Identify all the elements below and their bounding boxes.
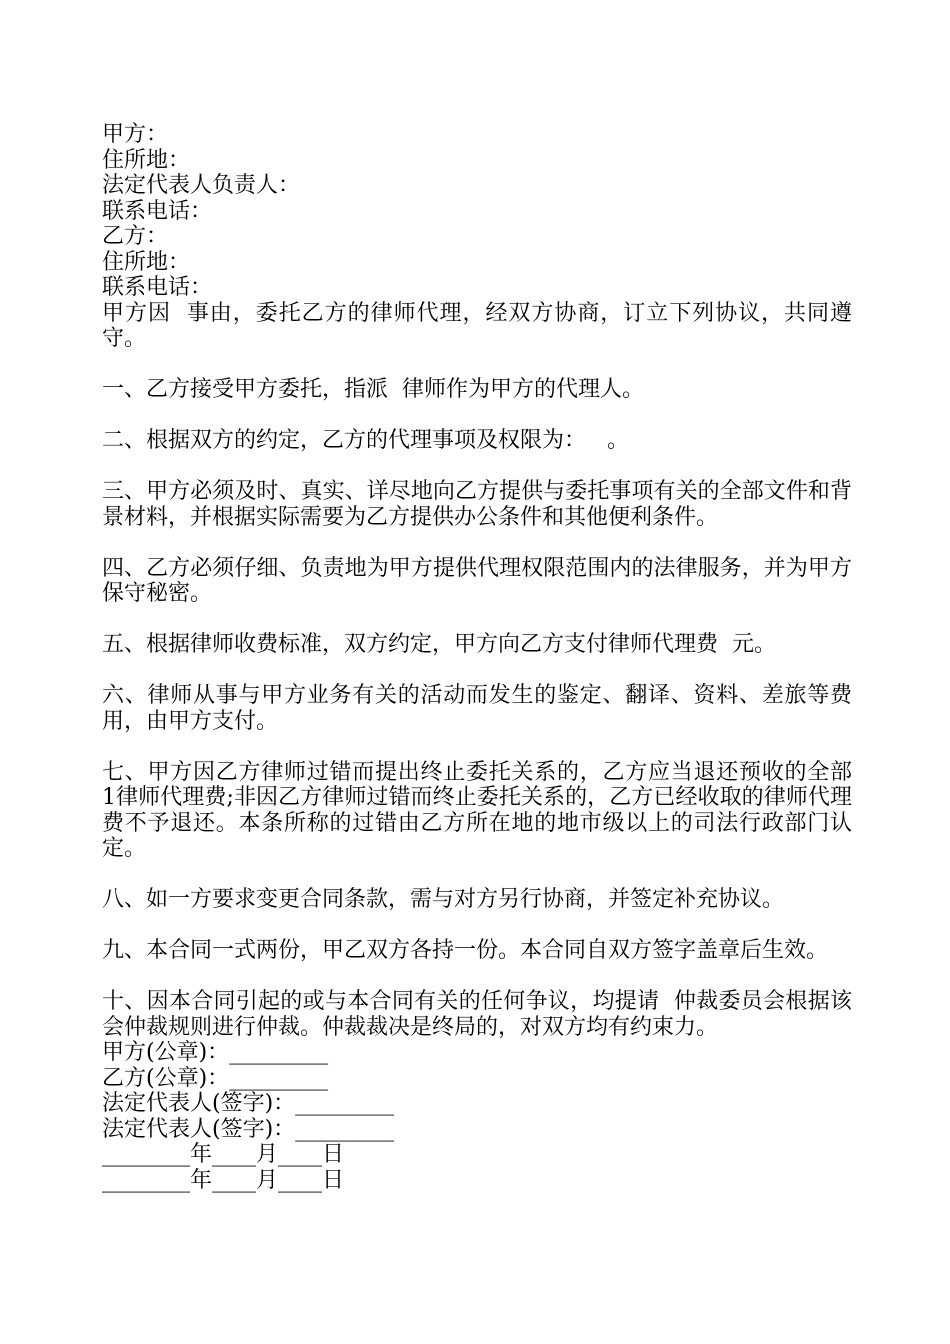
- party-b-signature-line: 法定代表人(签字)：_________: [102, 1116, 395, 1142]
- party-a-label: 甲方：: [102, 122, 169, 147]
- intro-paragraph: 甲方因 事由，委托乙方的律师代理，经双方协商，订立下列协议，共同遵守。: [102, 300, 852, 351]
- party-b-label: 乙方：: [102, 224, 169, 249]
- party-b-phone-label: 联系电话：: [102, 275, 213, 300]
- clause-8: 八、如一方要求变更合同条款，需与对方另行协商，并签定补充协议。: [102, 887, 785, 912]
- clause-2: 二、根据双方的约定，乙方的代理事项及权限为： 。: [102, 428, 629, 453]
- clause-6: 六、律师从事与甲方业务有关的活动而发生的鉴定、翻译、资料、差旅等费用，由甲方支付。: [102, 683, 852, 734]
- clause-5: 五、根据律师收费标准，双方约定，甲方向乙方支付律师代理费 元。: [102, 632, 776, 657]
- party-a-address-label: 住所地：: [102, 147, 191, 173]
- clause-9: 九、本合同一式两份，甲乙双方各持一份。本合同自双方签字盖章后生效。: [102, 938, 829, 963]
- clause-7: 七、甲方因乙方律师过错而提出终止委托关系的，乙方应当退还预收的全部 1律师代理费;非因乙方律师过错而终止委托关系的，乙方已经收取的律师代理费不予退还。本条所称的过错由乙方所在地的地市级以上的司法行政部门认定。: [102, 759, 866, 861]
- clause-1: 一、乙方接受甲方委托，指派 律师作为甲方的代理人。: [102, 377, 644, 402]
- contract-page: [102, 122, 866, 1193]
- clause-10: 十、因本合同引起的或与本合同有关的任何争议，均提请 仲裁委员会根据该会仲裁规则进行仲裁。仲裁裁决是终局的，对双方均有约束力。: [102, 989, 852, 1040]
- party-a-date-line: ________年____月____日: [102, 1142, 345, 1167]
- party-a-representative-label: 法定代表人负责人：: [102, 173, 301, 198]
- party-b-date-line: ________年____月____日: [102, 1167, 345, 1193]
- clause-4: 四、乙方必须仔细、负责地为甲方提供代理权限范围内的法律服务，并为甲方保守秘密。: [102, 555, 852, 606]
- party-a-phone-label: 联系电话：: [102, 198, 213, 224]
- party-info: [102, 122, 852, 301]
- party-a-seal-line: 甲方(公章)：_________: [102, 1040, 329, 1065]
- party-b-seal-line: 乙方(公章)：_________: [102, 1065, 329, 1091]
- signature-block: [102, 1040, 852, 1193]
- clause-3: 三、甲方必须及时、真实、详尽地向乙方提供与委托事项有关的全部文件和背景材料，并根据实际需要为乙方提供办公条件和其他便利条件。: [102, 479, 852, 530]
- party-b-address-label: 住所地：: [102, 249, 191, 275]
- party-a-signature-line: 法定代表人(签字)：_________: [102, 1091, 395, 1116]
